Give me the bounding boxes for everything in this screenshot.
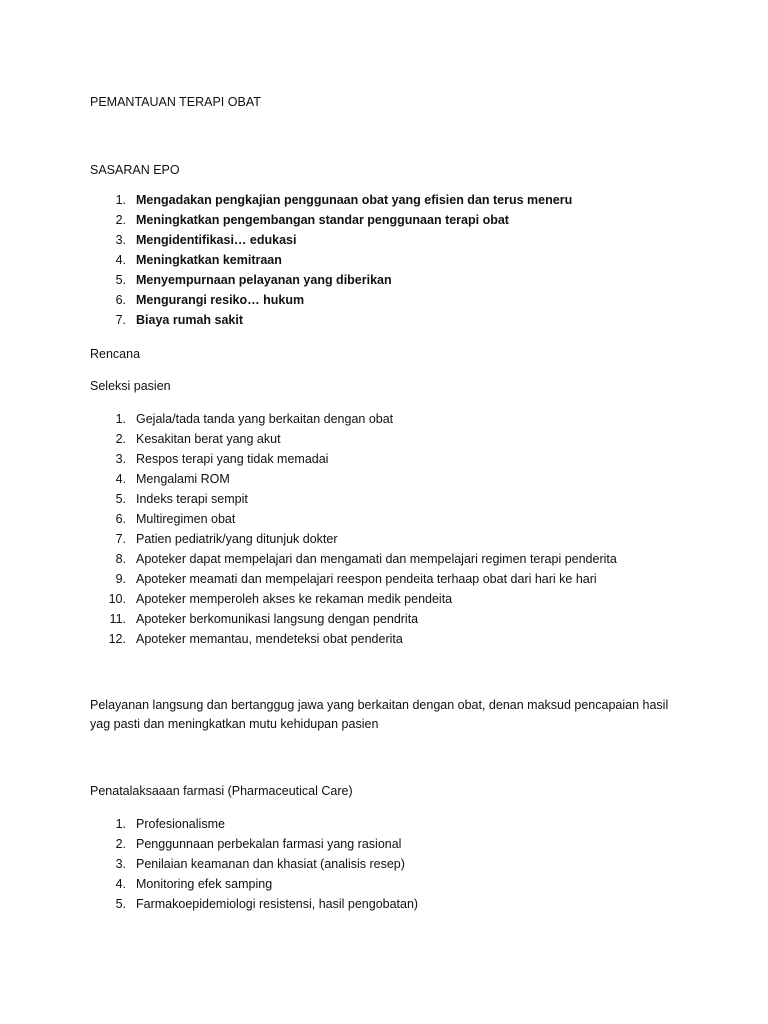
document-title: PEMANTAUAN TERAPI OBAT: [90, 95, 261, 109]
list-item: 3. Mengidentifikasi… edukasi: [115, 233, 297, 247]
list-item-text: Penggunnaan perbekalan farmasi yang rasional: [136, 837, 402, 851]
list-item-text: Menyempurnaan pelayanan yang diberikan: [136, 273, 392, 287]
list-item: 1. Mengadakan pengkajian penggunaan obat yang efisien dan terus meneru: [115, 193, 573, 207]
list-item: 11. Apoteker berkomunikasi langsung dengan pendrita: [109, 612, 419, 626]
list-item-text: Penilaian keamanan dan khasiat (analisis resep): [136, 857, 405, 871]
list-item: 4. Meningkatkan kemitraan: [115, 253, 282, 267]
rencana-heading: Rencana: [90, 347, 141, 361]
list-item: 8. Apoteker dapat mempelajari dan mengamati dan mempelajari regimen terapi penderita: [115, 552, 617, 566]
list-item: 1. Profesionalisme: [115, 817, 225, 831]
list-item-text: Gejala/tada tanda yang berkaitan dengan obat: [136, 412, 394, 426]
list-item: 4. Mengalami ROM: [115, 472, 230, 486]
list-item: 10. Apoteker memperoleh akses ke rekaman medik pendeita: [108, 592, 453, 606]
list-item: 5. Menyempurnaan pelayanan yang diberikan: [115, 273, 392, 287]
list-item-text: Meningkatkan pengembangan standar penggunaan terapi obat: [136, 213, 509, 227]
list-item-text: Apoteker memantau, mendeteksi obat penderita: [136, 632, 403, 646]
list-item: 4. Monitoring efek samping: [115, 877, 273, 891]
list-item-text: Multiregimen obat: [136, 512, 236, 526]
list-item-text: Farmakoepidemiologi resistensi, hasil pengobatan): [136, 897, 419, 911]
list-item: 12. Apoteker memantau, mendeteksi obat penderita: [108, 632, 403, 646]
list-item: 1. Gejala/tada tanda yang berkaitan dengan obat: [115, 412, 394, 426]
list-item-text: Indeks terapi sempit: [136, 492, 248, 506]
list-item-text: Apoteker berkomunikasi langsung dengan pendrita: [136, 612, 419, 626]
seleksi-list: [90, 409, 710, 649]
list-item-text: Meningkatkan kemitraan: [136, 253, 282, 267]
list-item: 7. Biaya rumah sakit: [115, 313, 243, 327]
list-item: 9. Apoteker meamati dan mempelajari reespon pendeita terhaap obat dari hari ke hari: [115, 572, 597, 586]
list-item: 7. Patien pediatrik/yang ditunjuk dokter: [115, 532, 338, 546]
list-item-text: Respos terapi yang tidak memadai: [136, 452, 329, 466]
list-item: 2. Penggunnaan perbekalan farmasi yang rasional: [115, 837, 402, 851]
list-item-text: Mengalami ROM: [136, 472, 230, 486]
list-item-text: Apoteker memperoleh akses ke rekaman medik pendeita: [136, 592, 453, 606]
list-item-text: Kesakitan berat yang akut: [136, 432, 281, 446]
list-item: 3. Respos terapi yang tidak memadai: [115, 452, 329, 466]
list-item: 2. Meningkatkan pengembangan standar penggunaan terapi obat: [115, 213, 509, 227]
list-item-text: Monitoring efek samping: [136, 877, 273, 891]
list-item: 2. Kesakitan berat yang akut: [115, 432, 281, 446]
penatalaksanaan-list: [90, 814, 710, 914]
list-item: 6. Mengurangi resiko… hukum: [115, 293, 305, 307]
list-item: 6. Multiregimen obat: [115, 512, 236, 526]
list-item: 5. Farmakoepidemiologi resistensi, hasil pengobatan): [115, 897, 419, 911]
list-item-text: Mengurangi resiko… hukum: [136, 293, 305, 307]
list-item-text: Profesionalisme: [136, 817, 225, 831]
list-item: 5. Indeks terapi sempit: [115, 492, 248, 506]
section-heading-penatalaksanaan: Penatalaksaaan farmasi (Pharmaceutical Care): [90, 784, 353, 798]
body-paragraph: Pelayanan langsung dan bertanggug jawa yang berkaitan dengan obat, denan maksud pencapaian hasil yag pasti dan meningkatkan mutu kehidupan pasien: [90, 698, 669, 731]
section-heading-sasaran: SASARAN EPO: [90, 163, 180, 177]
list-item-text: Apoteker dapat mempelajari dan mengamati dan mempelajari regimen terapi penderita: [136, 552, 617, 566]
list-item-text: Mengidentifikasi… edukasi: [136, 233, 297, 247]
list-item-text: Apoteker meamati dan mempelajari reespon pendeita terhaap obat dari hari ke hari: [136, 572, 597, 586]
list-item-text: Biaya rumah sakit: [136, 313, 243, 327]
list-item-text: Mengadakan pengkajian penggunaan obat yang efisien dan terus meneru: [136, 193, 573, 207]
sasaran-list: [90, 190, 710, 330]
section-heading-seleksi: Seleksi pasien: [90, 379, 171, 393]
list-item-text: Patien pediatrik/yang ditunjuk dokter: [136, 532, 338, 546]
list-item: 3. Penilaian keamanan dan khasiat (analisis resep): [115, 857, 405, 871]
